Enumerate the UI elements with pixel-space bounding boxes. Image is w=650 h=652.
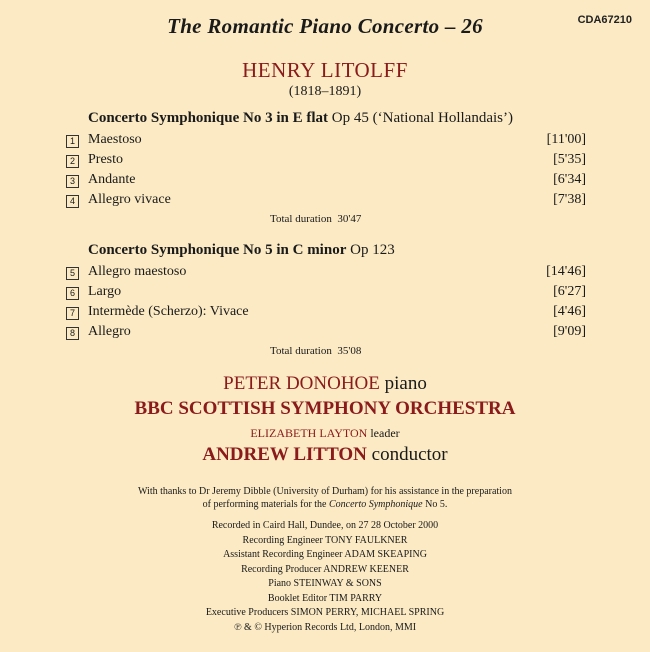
recording-credit-line: Executive Producers SIMON PERRY, MICHAEL SPRING [205,607,445,618]
track-row[interactable] [66,152,586,172]
conductor-credit [0,444,650,466]
track-number: 2 [66,155,79,168]
track-row[interactable] [66,264,586,284]
work-subtitle: (‘National Hollandais’) [368,110,513,126]
recording-credits [0,519,650,635]
leader-role: leader [367,426,400,440]
track-duration: [5'35] [553,152,586,167]
work-opus: Op 45 [328,110,369,126]
track-name: Allegro maestoso [88,264,187,279]
track-row[interactable] [66,304,586,324]
track-duration: [6'34] [553,172,586,187]
total-duration-1 [270,213,361,225]
work-opus: Op 123 [346,242,395,258]
ack-italic-work: Concerto Symphonique [329,499,423,510]
track-name: Largo [88,284,122,299]
total-label: Total duration [270,345,332,357]
track-number: 8 [66,327,79,340]
acknowledgement-line-1: With thanks to Dr Jeremy Dibble (University of Durham) for his assistance in the preparation [138,486,512,497]
track-number: 4 [66,195,79,208]
recording-credit-line: Recording Producer ANDREW KEENER [241,563,409,575]
work-title-1 [88,110,513,127]
track-name: Allegro vivace [88,192,171,207]
track-duration: [14'46] [546,264,586,279]
soloist-role: piano [379,373,427,394]
track-number: 5 [66,267,79,280]
track-number: 3 [66,175,79,188]
total-value: 30'47 [337,213,362,225]
soloist-name: PETER DONOHOE [223,373,380,394]
track-duration: [9'09] [553,324,586,339]
ack-text: of performing materials for the [202,499,329,510]
conductor-name: ANDREW LITTON [202,444,367,465]
work-title-main: Concerto Symphonique No 3 in E flat [88,110,329,126]
track-duration: [11'00] [546,132,586,147]
catalogue-number: CDA67210 [577,14,632,26]
copyright-line: ℗ & © Hyperion Records Ltd, London, MMI [233,621,417,633]
track-row[interactable] [66,284,586,304]
work-title-2 [88,242,395,259]
track-duration: [7'38] [553,192,586,207]
acknowledgement [0,485,650,511]
track-name: Maestoso [88,132,142,147]
soloist-credit [0,373,650,395]
track-number: 6 [66,287,79,300]
recording-credit-line: Recording Engineer TONY FAULKNER [242,534,408,546]
conductor-role: conductor [366,444,448,465]
recording-credit-line: Recorded in Caird Hall, Dundee, on 27 28 October 2000 [211,520,439,531]
composer-dates: (1818–1891) [288,84,362,99]
track-row[interactable] [66,172,586,192]
orchestra-credit: BBC SCOTTISH SYMPHONY ORCHESTRA [134,398,516,419]
track-name: Allegro [88,324,131,339]
total-duration-2 [270,345,361,357]
track-name: Intermède (Scherzo): Vivace [88,304,249,319]
track-duration: [4'46] [553,304,586,319]
leader-credit [0,426,650,441]
recording-credit-line: Assistant Recording Engineer ADAM SKEAPING [223,549,427,560]
leader-name: ELIZABETH LAYTON [250,426,368,440]
track-duration: [6'27] [553,284,586,299]
track-number: 7 [66,307,79,320]
work-title-main: Concerto Symphonique No 5 in C minor [88,242,347,258]
recording-credit-line: Booklet Editor TIM PARRY [267,592,383,604]
acknowledgement-line-2 [0,498,650,511]
ack-text: No 5. [422,499,448,510]
track-name: Presto [88,152,123,167]
total-value: 35'08 [337,345,362,357]
track-row[interactable] [66,132,586,152]
track-row[interactable] [66,324,586,344]
total-label: Total duration [270,213,332,225]
recording-credit-line: Piano STEINWAY & SONS [268,578,382,589]
track-name: Andante [88,172,136,187]
track-row[interactable] [66,192,586,212]
track-number: 1 [66,135,79,148]
composer-name: HENRY LITOLFF [242,58,408,82]
series-title: The Romantic Piano Concerto – 26 [167,14,483,38]
